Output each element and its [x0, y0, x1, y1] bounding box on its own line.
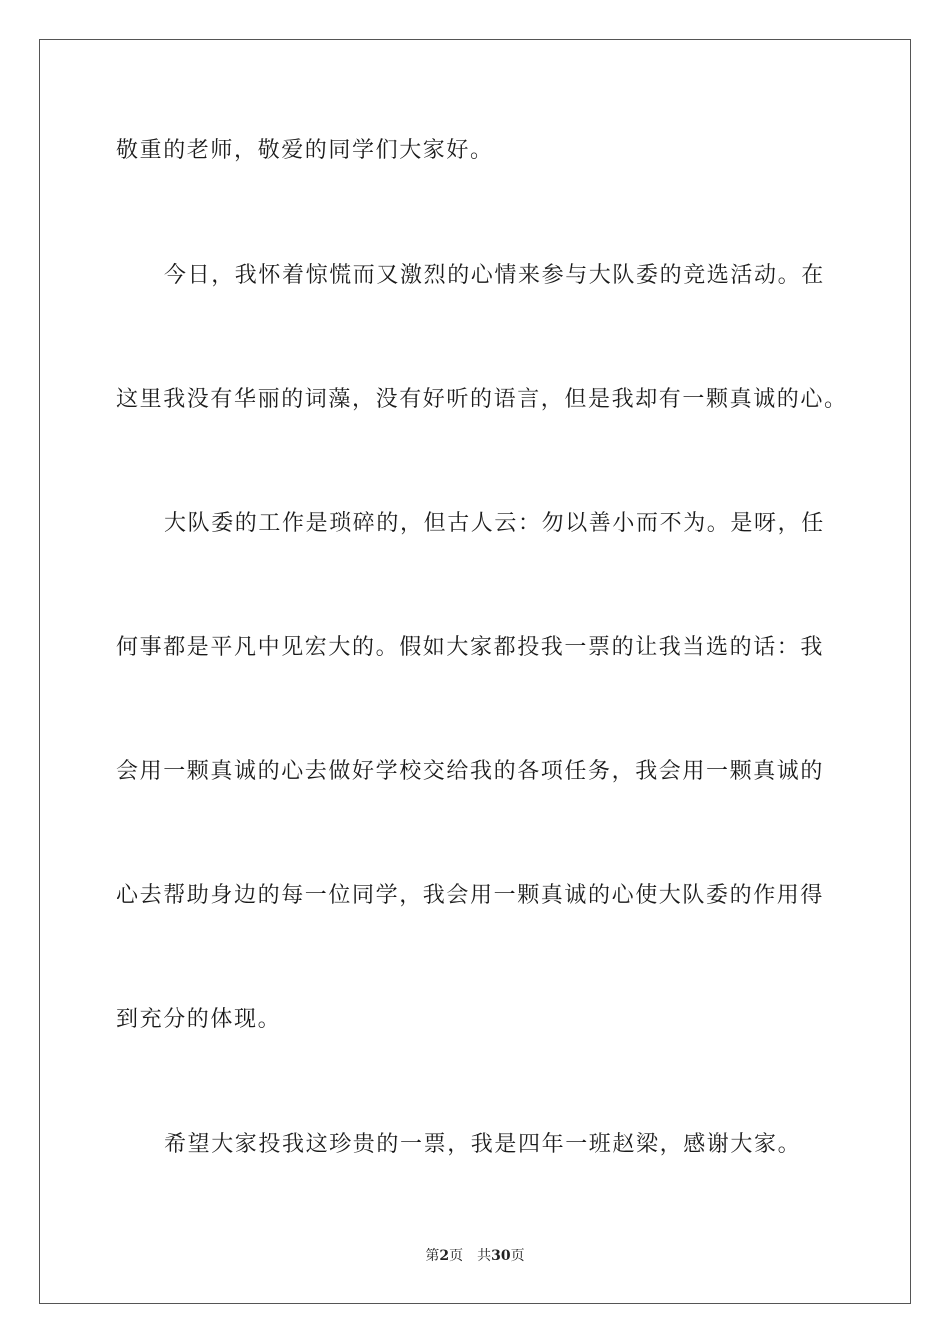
footer-total-number: 30 — [491, 1248, 511, 1264]
paragraph-line-1: 敬重的老师，敬爱的同学们大家好。 — [116, 138, 494, 163]
footer-total-prefix: 共 — [477, 1248, 492, 1264]
footer-page-number: 2 — [439, 1248, 450, 1264]
paragraph-line-3: 这里我没有华丽的词藻，没有好听的语言，但是我却有一颗真诚的心。 — [116, 387, 848, 412]
footer-page-prefix: 第 — [425, 1248, 440, 1264]
paragraph-line-7: 心去帮助身边的每一位同学，我会用一颗真诚的心使大队委的作用得 — [116, 883, 825, 908]
page-footer — [0, 1246, 950, 1266]
page-frame — [39, 39, 911, 1304]
paragraph-line-6: 会用一颗真诚的心去做好学校交给我的各项任务，我会用一颗真诚的 — [116, 759, 825, 784]
paragraph-line-4: 大队委的工作是琐碎的，但古人云：勿以善小而不为。是呀，任 — [164, 511, 825, 536]
paragraph-line-2: 今日，我怀着惊慌而又激烈的心情来参与大队委的竞选活动。在 — [164, 263, 825, 288]
paragraph-line-8: 到充分的体现。 — [116, 1007, 282, 1032]
footer-total-suffix: 页 — [510, 1248, 525, 1264]
paragraph-line-9: 希望大家投我这珍贵的一票，我是四年一班赵梁，感谢大家。 — [164, 1132, 802, 1157]
footer-page-suffix: 页 — [449, 1248, 464, 1264]
paragraph-line-5: 何事都是平凡中见宏大的。假如大家都投我一票的让我当选的话：我 — [116, 635, 825, 660]
